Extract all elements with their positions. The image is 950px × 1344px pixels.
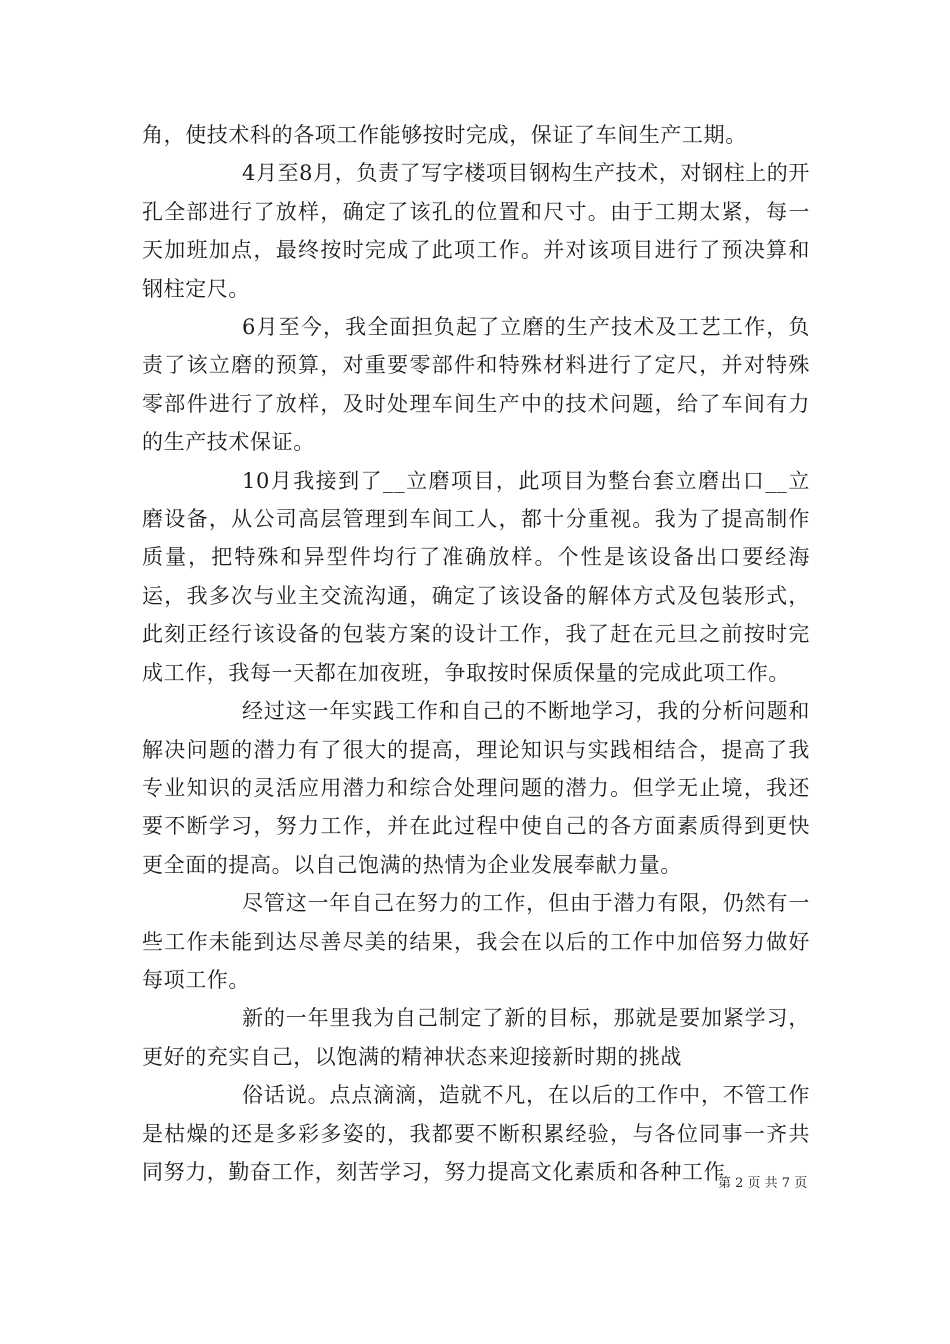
paragraph-june: 6月至今，我全面担负起了立磨的生产技术及工艺工作，负责了该立磨的预算，对重要零部件和特殊材料进行了定尺，并对特殊零部件进行了放样，及时处理车间生产中的技术问题，给了车间有力的生产技术保证。 xyxy=(142,315,810,455)
paragraph-shortcomings: 尽管这一年自己在努力的工作，但由于潜力有限，仍然有一些工作未能到达尽善尽美的结果，我会在以后的工作中加倍努力做好每项工作。 xyxy=(142,891,810,992)
document-body xyxy=(142,116,810,1191)
paragraph-continuation: 角，使技术科的各项工作能够按时完成，保证了车间生产工期。 xyxy=(142,123,747,147)
paragraph-october: 10月我接到了__立磨项目，此项目为整台套立磨出口__立磨设备，从公司高层管理到车间工人，都十分重视。我为了提高制作质量，把特殊和异型件均行了准确放样。个性是该设备出口要经海运，我多次与业主交流沟通，确定了该设备的解体方式及包装形式，此刻正经行该设备的包装方案的设计工作，我了赶在元旦之前按时完成工作，我每一天都在加夜班，争取按时保质保量的完成此项工作。 xyxy=(142,468,810,685)
paragraph-new-goals: 新的一年里我为自己制定了新的目标，那就是要加紧学习，更好的充实自己，以饱满的精神状态来迎接新时期的挑战 xyxy=(142,1006,810,1069)
paragraph-saying: 俗话说。点点滴滴，造就不凡，在以后的工作中，不管工作是枯燥的还是多彩多姿的，我都要不断积累经验，与各位同事一齐共同努力，勤奋工作，刻苦学习，努力提高文化素质和各种工作 xyxy=(142,1083,810,1184)
paragraph-year-review: 经过这一年实践工作和自己的不断地学习，我的分析问题和解决问题的潜力有了很大的提高，理论知识与实践相结合，提高了我专业知识的灵活应用潜力和综合处理问题的潜力。但学无止境，我还要不断学习，努力工作，并在此过程中使自己的各方面素质得到更快更全面的提高。以自己饱满的热情为企业发展奉献力量。 xyxy=(142,699,810,877)
paragraph-april-august: 4月至8月，负责了写字楼项目钢构生产技术，对钢柱上的开孔全部进行了放样，确定了该孔的位置和尺寸。由于工期太紧，每一天加班加点，最终按时完成了此项工作。并对该项目进行了预决算和钢柱定尺。 xyxy=(142,161,810,301)
page-number-footer: 第 2 页 共 7 页 xyxy=(718,1176,808,1191)
